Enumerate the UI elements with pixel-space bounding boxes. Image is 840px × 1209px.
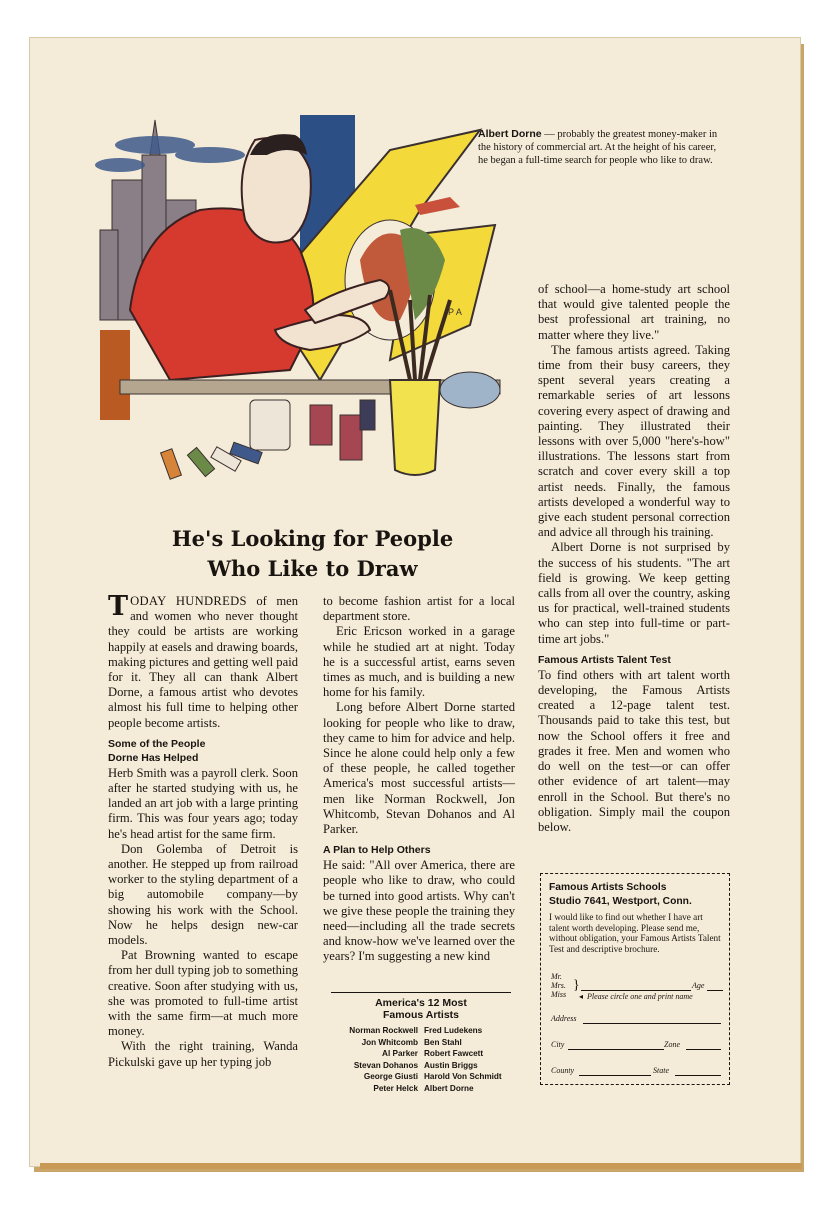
artist-row <box>323 1060 505 1072</box>
paragraph-talent-test: To find others with art talent worth developing, the Famous Artists created a 12-page talent test. Thousands paid to take this test, but now the School offers it free and grades it free. Men and women who do well on the test—or can offer other evidence of art talent—may enroll in the School. But there's no obligation. Simply mail the coupon below. <box>538 667 730 834</box>
paragraph-he-said: He said: "All over America, there are people who like to draw, who could be turned into good artists. Why can't we give these people the training they need—including all the trade secrets and know-how we've learned over the years? I'm suggesting a new kind <box>323 858 515 964</box>
state-field-line[interactable] <box>675 1075 721 1076</box>
page-edge <box>40 1163 802 1169</box>
subhead-line-2: Dorne Has Helped <box>108 751 199 764</box>
artist-name: Norman Rockwell <box>349 1026 418 1035</box>
label-zone: Zone <box>664 1040 680 1049</box>
artist-row <box>323 1083 505 1095</box>
subhead-people-helped <box>108 737 298 765</box>
paint-tubes <box>161 442 263 479</box>
artist-name: Albert Dorne <box>424 1083 474 1093</box>
artist-name: Harold Von Schmidt <box>424 1072 502 1082</box>
artist-row <box>323 1071 505 1083</box>
brush-jar <box>390 380 440 475</box>
label-state: State <box>653 1066 669 1075</box>
artist-name: Ben Stahl <box>424 1037 462 1047</box>
paragraph-wanda-pickulski: With the right training, Wanda Pickulski gave up her typing job <box>108 1039 298 1069</box>
headline <box>100 524 525 584</box>
coupon-studio-address: Studio 7641, Westport, Conn. <box>549 896 692 907</box>
artist-row <box>323 1025 505 1037</box>
paragraph-not-surprised: Albert Dorne is not surprised by the success of his students. "The art field is growing. We keep getting calls from all over the country, asking us for practical, well-trained students who can step into full-time or part-time art jobs." <box>538 540 730 646</box>
subhead-talent-test: Famous Artists Talent Test <box>538 653 671 666</box>
coupon-school-name: Famous Artists Schools <box>549 882 667 893</box>
paragraph-pat-browning: Pat Browning wanted to escape from her dull typing job to something creative. Soon after studying with us, she was promoted to full-time artist with the same firm—at much more money. <box>108 948 298 1039</box>
artist-name: Al Parker <box>382 1049 418 1059</box>
artist-name: Robert Fawcett <box>424 1049 484 1059</box>
zone-field-line[interactable] <box>686 1049 721 1050</box>
label-age: Age <box>692 981 705 990</box>
paragraph-artists-agreed: The famous artists agreed. Taking time from their busy careers, they spent several years creating a remarkable series of art lessons covering every aspect of drawing and painting. They illustrated their lessons with over 5,000 "here's-how" illustrations. The lessons start from scratch and cover every skill a top artist needs. Finally, the famous artists developed a wonderful way to give each student personal correction and advice all through his training. <box>538 342 730 540</box>
address-field-line[interactable] <box>583 1023 721 1024</box>
paragraph-eric-ericson: Eric Ericson worked in a garage while he studied art at night. Today he is a successful artist, earns seven times as much, and is building a new home for his family. <box>323 624 515 700</box>
arrow-left-icon: ◂ <box>579 992 584 1001</box>
artists-heading-line-1: America's 12 Most <box>375 997 467 1009</box>
famous-artists-box <box>323 992 519 1095</box>
artist-name: Fred Ludekens <box>424 1026 483 1035</box>
artist-name: Austin Briggs <box>424 1060 478 1070</box>
artists-heading-line-2: Famous Artists <box>382 1009 460 1021</box>
brace-icon: } <box>573 978 580 993</box>
lead-paragraph <box>108 591 298 731</box>
paragraph-long-before: Long before Albert Dorne started looking for people who like to draw, they came to him for advice and help. Since he alone could help only a few of these people, he called together America's most successful artists—men like Norman Rockwell, Jon Whitcomb, Stevan Dohanos and Al Parker. <box>323 700 515 837</box>
albert-dorne-illustration <box>60 60 520 490</box>
lead-smallcaps: ODAY HUNDREDS <box>130 594 247 608</box>
artist-name: Peter Helck <box>373 1083 418 1093</box>
label-mr: Mr. <box>551 972 562 981</box>
caption-name: Albert Dorne <box>478 128 542 140</box>
county-field-line[interactable] <box>579 1075 651 1076</box>
coupon-request-text: I would like to find out whether I have art talent worth developing. Please send me, without obligation, your Famous Artists Talent Test and descriptive brochure. <box>549 912 721 954</box>
label-city: City <box>551 1040 565 1049</box>
article-column-2 <box>323 594 515 965</box>
artist-row <box>323 1037 505 1049</box>
caption-text: — probably the greatest money-maker in the history of commercial art. At the height of his career, he began a full-time search for people who like to draw. <box>478 129 718 166</box>
circle-note: Please circle one and print name <box>587 992 693 1001</box>
subhead-plan: A Plan to Help Others <box>323 844 431 857</box>
mail-in-coupon[interactable] <box>540 873 730 1085</box>
label-miss: Miss <box>551 990 567 999</box>
paragraph-don-golemba: Don Golemba of Detroit is another. He stepped up from railroad worker to the styling department of a big automobile company—by showing his work with the School. Now he helps design new-car models. <box>108 841 298 948</box>
paragraph-herb-smith: Herb Smith was a payroll clerk. Soon after he started studying with us, he landed an art job with a large printing firm. This was four years ago; today he's head artist for the same firm. <box>108 765 298 841</box>
age-field-line[interactable] <box>707 990 723 991</box>
city-field-line[interactable] <box>568 1049 664 1050</box>
artist-name: George Giusti <box>363 1072 418 1082</box>
drop-cap: T <box>108 591 129 622</box>
artist-name: Jon Whitcomb <box>361 1037 418 1047</box>
artists-rule <box>331 992 511 993</box>
artists-table <box>323 1025 505 1095</box>
lead-text: of men and women who never thought they could be artists are working happily at easels and drawing boards, making pictures and getting well paid for it. They all can thank Albert Dorne, a famous artist who devotes almost his full time to helping other people become artists. <box>108 594 298 730</box>
paragraph-fashion-artist: to become fashion artist for a local department store. <box>323 594 515 624</box>
artist-name: Stevan Dohanos <box>353 1060 418 1070</box>
article-column-3 <box>538 282 730 835</box>
headline-line-1: He's Looking for People <box>171 526 454 551</box>
artist-row <box>323 1048 505 1060</box>
label-mrs: Mrs. <box>551 981 566 990</box>
headline-line-2: Who Like to Draw <box>207 556 418 581</box>
subhead-line-1: Some of the People <box>108 737 206 750</box>
article-column-1 <box>108 591 298 1070</box>
illustration-caption <box>478 128 728 167</box>
artist-signature: P A <box>448 307 462 317</box>
label-address: Address <box>551 1014 577 1023</box>
label-county: County <box>551 1066 575 1075</box>
paragraph-home-study: of school—a home-study art school that would give talented people the best professional art training, no matter where they live." <box>538 282 730 342</box>
name-field-line[interactable] <box>581 990 691 991</box>
